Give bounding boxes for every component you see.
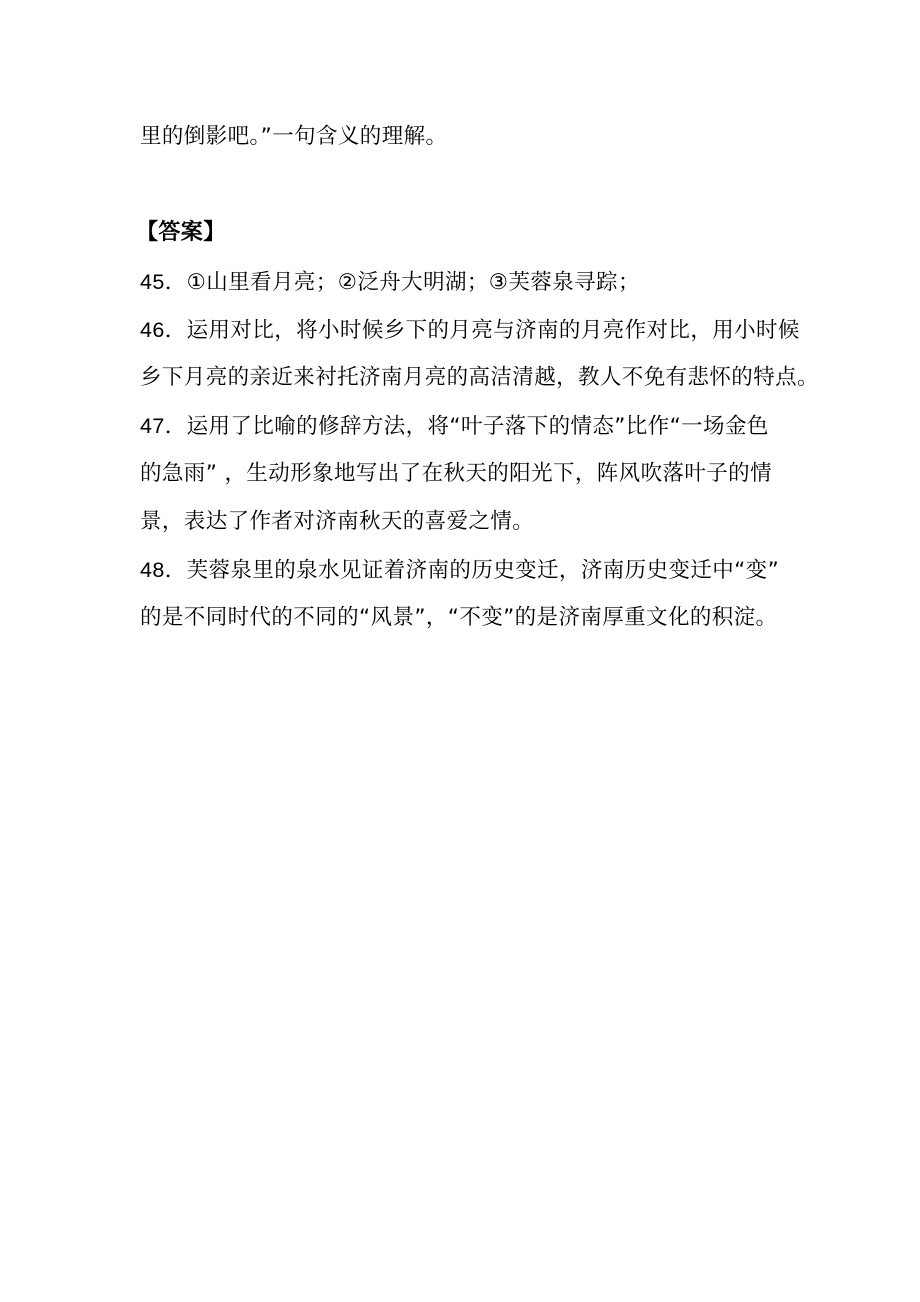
answer-number-47: 47．	[140, 414, 187, 438]
answer-number-45: 45．	[140, 270, 187, 294]
answer-47-line-1	[140, 411, 800, 442]
answer-45-line-1	[140, 267, 800, 298]
answer-46-line-2: 乡下月亮的亲近来衬托济南月亮的高洁清越，教人不免有悲怀的特点。	[140, 365, 819, 390]
answer-47-line-3: 景，表达了作者对济南秋天的喜爱之情。	[140, 509, 535, 534]
answer-text: ①山里看月亮；②泛舟大明湖；③芙蓉泉寻踪；	[186, 270, 640, 295]
answer-48-line-2: 的是不同时代的不同的“风景”，“不变”的是济南厚重文化的积淀。	[140, 605, 778, 630]
answer-heading: 【答案】	[136, 220, 226, 245]
answer-text: 运用了比喻的修辞方法，将“叶子落下的情态”比作“一场金色	[186, 414, 769, 439]
answer-text: 芙蓉泉里的泉水见证着济南的历史变迁，济南历史变迁中“变”	[186, 558, 780, 583]
answer-46-line-1	[140, 315, 800, 346]
answer-48-line-1	[140, 555, 800, 586]
answer-47-line-2: 的急雨” ，生动形象地写出了在秋天的阳光下，阵风吹落叶子的情	[140, 461, 772, 486]
continuation-line: 里的倒影吧。”一句含义的理解。	[140, 124, 448, 149]
answer-number-46: 46．	[140, 318, 187, 342]
answer-number-48: 48．	[140, 558, 187, 582]
answer-text: 运用对比，将小时候乡下的月亮与济南的月亮作对比，用小时候	[186, 318, 800, 343]
